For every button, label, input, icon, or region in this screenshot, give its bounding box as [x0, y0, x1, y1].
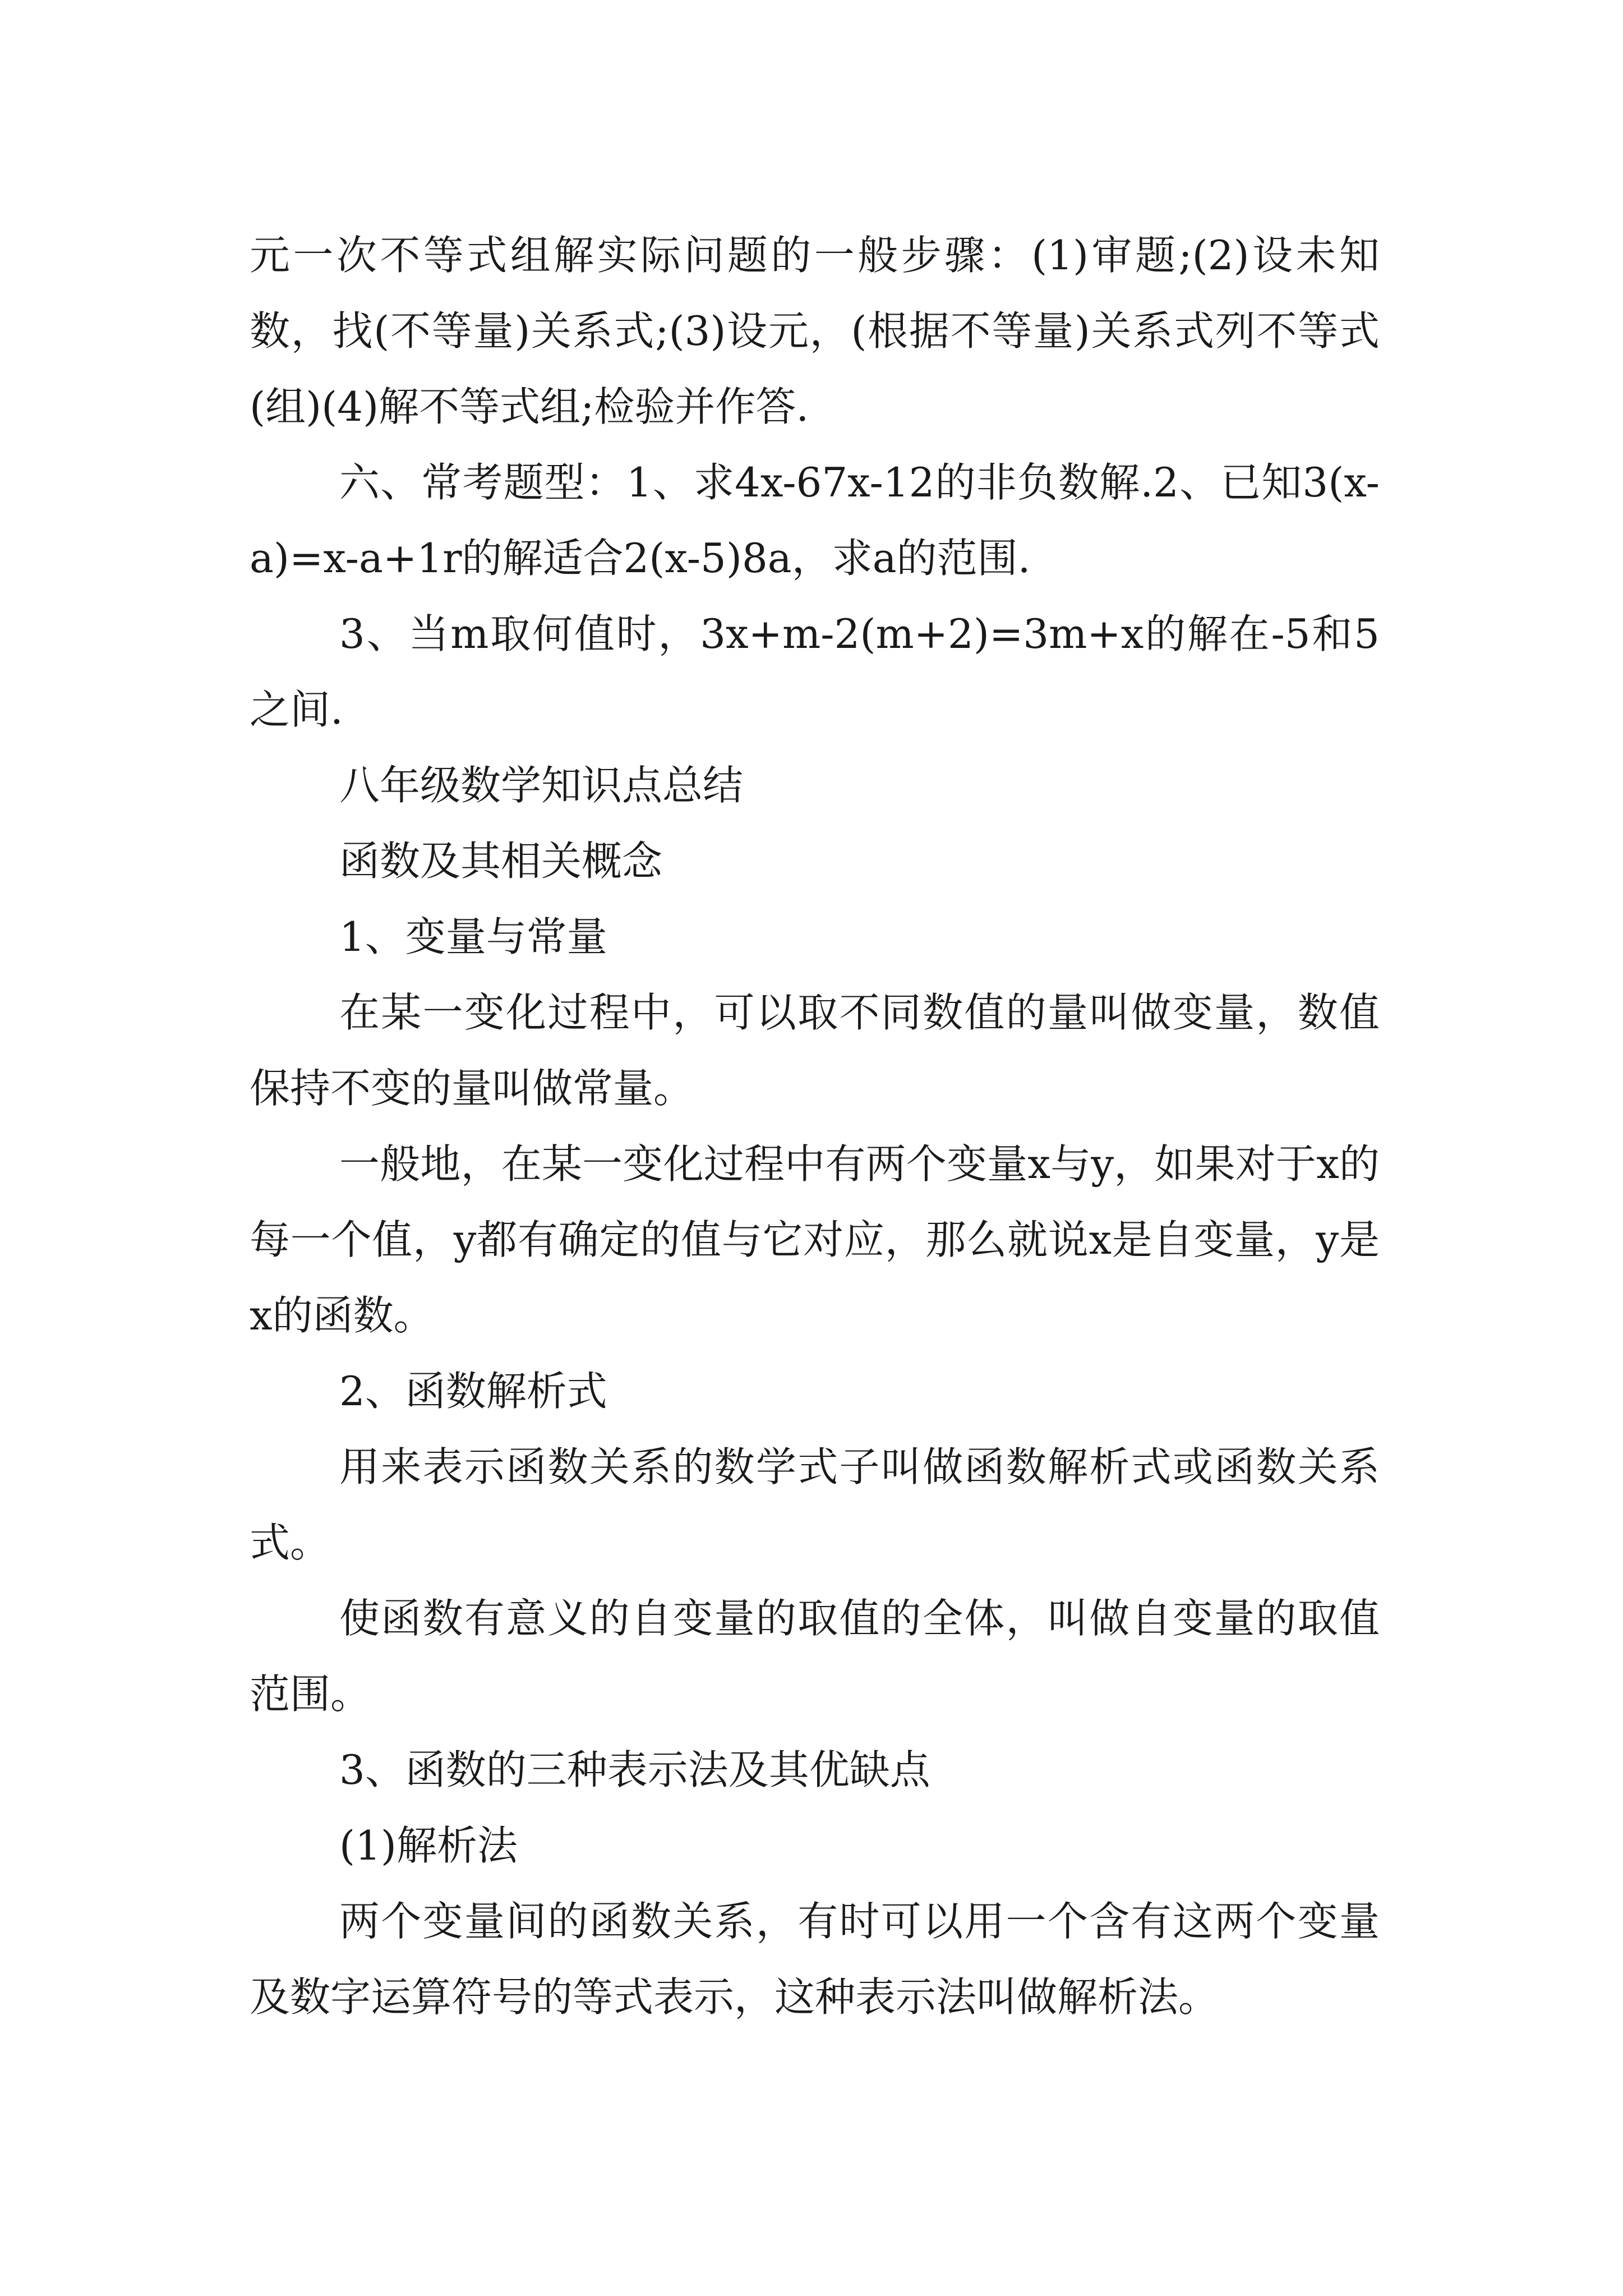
- paragraph-domain-definition: 使函数有意义的自变量的取值的全体，叫做自变量的取值范围。: [250, 1595, 1380, 1718]
- heading-analytic-method: (1)解析法: [339, 1822, 518, 1869]
- heading-variables-constants: 1、变量与常量: [339, 913, 607, 960]
- heading-three-representations: 3、函数的三种表示法及其优缺点: [339, 1746, 930, 1793]
- subsection-title: 函数及其相关概念: [339, 838, 663, 885]
- paragraph-expression-definition: 用来表示函数关系的数学式子叫做函数解析式或函数关系式。: [250, 1443, 1380, 1566]
- section-title: 八年级数学知识点总结: [339, 762, 744, 809]
- document-page: [250, 218, 1380, 2035]
- paragraph-analytic-definition: 两个变量间的函数关系，有时可以用一个含有这两个变量及数字运算符号的等式表示，这种表示法叫做解析法。: [250, 1898, 1380, 2021]
- paragraph-function-definition: 一般地，在某一变化过程中有两个变量x与y，如果对于x的每一个值，y都有确定的值与它对应，那么就说x是自变量，y是x的函数。: [250, 1140, 1380, 1339]
- paragraph-common-questions: 六、常考题型：1、求4x-67x-12的非负数解.2、已知3(x-a)=x-a+1r的解适合2(x-5)8a，求a的范围.: [250, 459, 1380, 582]
- heading-function-expression: 2、函数解析式: [339, 1368, 607, 1415]
- paragraph-steps: 元一次不等式组解实际问题的一般步骤：(1)审题;(2)设未知数，找(不等量)关系式;(3)设元，(根据不等量)关系式列不等式(组)(4)解不等式组;检验并作答.: [250, 232, 1380, 430]
- paragraph-question-3: 3、当m取何值时，3x+m-2(m+2)=3m+x的解在-5和5之间.: [250, 610, 1380, 733]
- paragraph-variable-definition: 在某一变化过程中，可以取不同数值的量叫做变量，数值保持不变的量叫做常量。: [250, 989, 1380, 1112]
